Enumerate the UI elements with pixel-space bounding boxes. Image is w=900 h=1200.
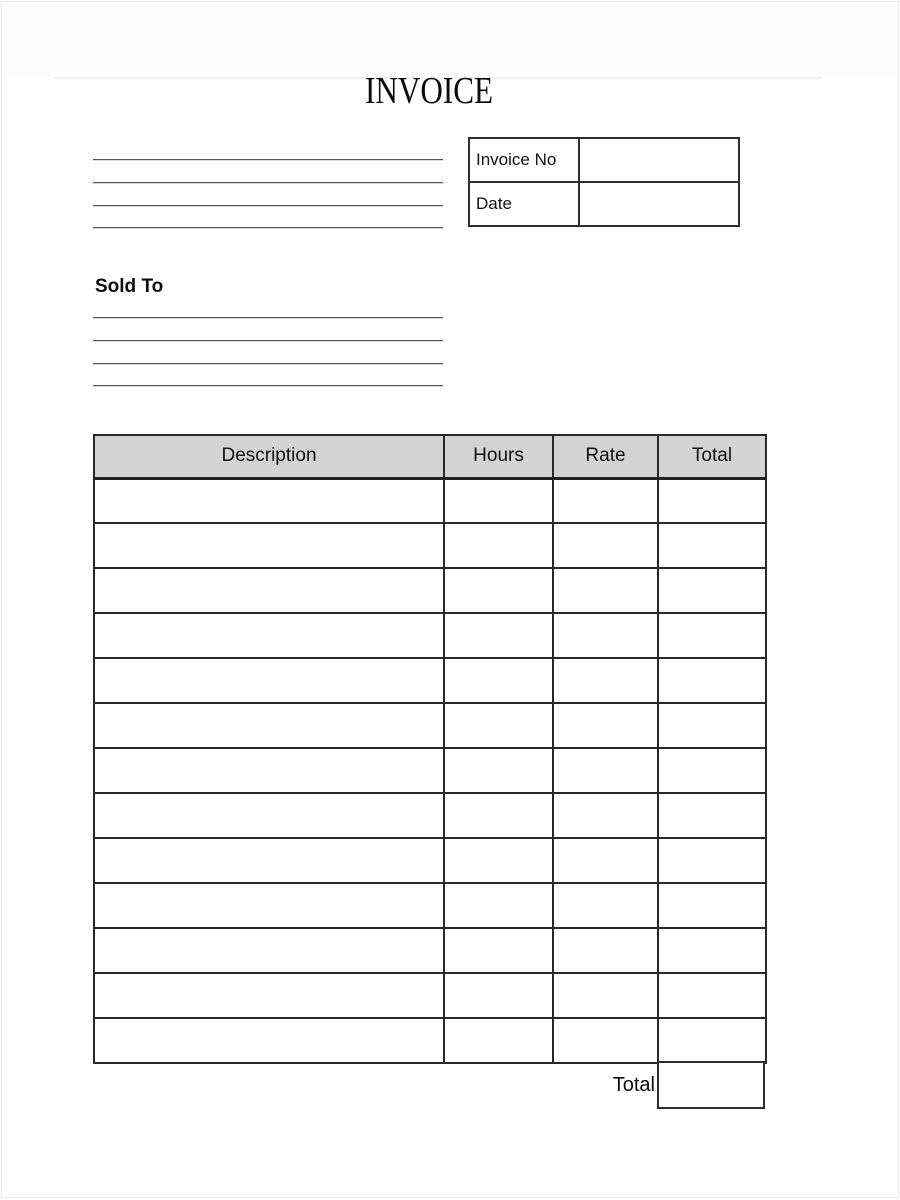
line-item-cell[interactable] — [553, 478, 658, 523]
line-item-cell[interactable] — [94, 478, 444, 523]
column-header-hours: Hours — [444, 435, 553, 478]
line-item-cell[interactable] — [94, 523, 444, 568]
column-header-rate: Rate — [553, 435, 658, 478]
line-item-cell[interactable] — [658, 478, 766, 523]
invoice-no-label: Invoice No — [469, 138, 579, 182]
blank-line[interactable] — [93, 159, 443, 161]
line-item-cell[interactable] — [444, 568, 553, 613]
column-header-description: Description — [94, 435, 444, 478]
line-item-cell[interactable] — [553, 703, 658, 748]
blank-line[interactable] — [93, 363, 443, 365]
blank-line[interactable] — [93, 340, 443, 342]
line-item-cell[interactable] — [553, 883, 658, 928]
line-item-cell[interactable] — [94, 973, 444, 1018]
line-item-cell[interactable] — [658, 613, 766, 658]
line-item-cell[interactable] — [658, 973, 766, 1018]
table-row — [94, 523, 766, 568]
table-row — [94, 658, 766, 703]
line-item-cell[interactable] — [553, 523, 658, 568]
table-row — [94, 613, 766, 658]
line-item-cell[interactable] — [94, 658, 444, 703]
line-item-cell[interactable] — [94, 883, 444, 928]
sold-to-label: Sold To — [95, 276, 164, 297]
line-item-cell[interactable] — [553, 613, 658, 658]
line-item-cell[interactable] — [444, 703, 553, 748]
blank-line[interactable] — [93, 182, 443, 184]
line-item-cell[interactable] — [658, 928, 766, 973]
date-value-cell[interactable] — [579, 182, 739, 226]
line-item-cell[interactable] — [658, 748, 766, 793]
line-item-cell[interactable] — [658, 523, 766, 568]
line-item-cell[interactable] — [94, 928, 444, 973]
line-item-cell[interactable] — [94, 838, 444, 883]
line-item-cell[interactable] — [94, 568, 444, 613]
invoice-no-row — [469, 138, 739, 182]
table-row — [94, 793, 766, 838]
table-row — [94, 973, 766, 1018]
line-item-cell[interactable] — [444, 748, 553, 793]
line-item-cell[interactable] — [553, 973, 658, 1018]
page-top-shade — [0, 0, 900, 77]
line-item-cell[interactable] — [553, 928, 658, 973]
line-item-cell[interactable] — [553, 748, 658, 793]
line-item-cell[interactable] — [553, 793, 658, 838]
line-item-cell[interactable] — [94, 613, 444, 658]
line-item-cell[interactable] — [444, 883, 553, 928]
line-item-cell[interactable] — [658, 1018, 766, 1063]
table-row — [94, 1018, 766, 1063]
blank-line[interactable] — [93, 205, 443, 207]
line-item-cell[interactable] — [553, 1018, 658, 1063]
date-label: Date — [469, 182, 579, 226]
line-item-cell[interactable] — [444, 973, 553, 1018]
line-item-cell[interactable] — [444, 658, 553, 703]
blank-line[interactable] — [93, 227, 443, 229]
line-item-cell[interactable] — [444, 793, 553, 838]
table-row — [94, 568, 766, 613]
table-row — [94, 928, 766, 973]
line-item-cell[interactable] — [658, 658, 766, 703]
line-item-cell[interactable] — [94, 703, 444, 748]
column-header-total: Total — [658, 435, 766, 478]
line-item-cell[interactable] — [658, 883, 766, 928]
line-item-cell[interactable] — [553, 568, 658, 613]
line-item-cell[interactable] — [444, 838, 553, 883]
line-item-cell[interactable] — [94, 793, 444, 838]
table-row — [94, 748, 766, 793]
line-item-cell[interactable] — [553, 838, 658, 883]
line-items-header — [94, 435, 766, 478]
line-item-cell[interactable] — [444, 478, 553, 523]
total-label: Total — [612, 1074, 655, 1096]
date-row — [469, 182, 739, 226]
blank-line[interactable] — [93, 317, 443, 319]
table-row — [94, 703, 766, 748]
page-title: INVOICE — [364, 70, 494, 112]
line-items-table — [93, 434, 767, 1064]
line-item-cell[interactable] — [94, 1018, 444, 1063]
line-item-cell[interactable] — [658, 703, 766, 748]
table-row — [94, 883, 766, 928]
invoice-meta-table — [468, 137, 740, 227]
blank-line[interactable] — [93, 385, 443, 387]
line-item-cell[interactable] — [444, 523, 553, 568]
line-item-cell[interactable] — [553, 658, 658, 703]
table-row — [94, 478, 766, 523]
line-item-cell[interactable] — [444, 613, 553, 658]
invoice-no-value-cell[interactable] — [579, 138, 739, 182]
total-value-cell[interactable] — [657, 1061, 765, 1109]
line-item-cell[interactable] — [658, 838, 766, 883]
line-item-cell[interactable] — [94, 748, 444, 793]
line-item-cell[interactable] — [444, 1018, 553, 1063]
line-item-cell[interactable] — [658, 568, 766, 613]
line-item-cell[interactable] — [658, 793, 766, 838]
line-items-body — [94, 478, 766, 1063]
line-item-cell[interactable] — [444, 928, 553, 973]
table-row — [94, 838, 766, 883]
